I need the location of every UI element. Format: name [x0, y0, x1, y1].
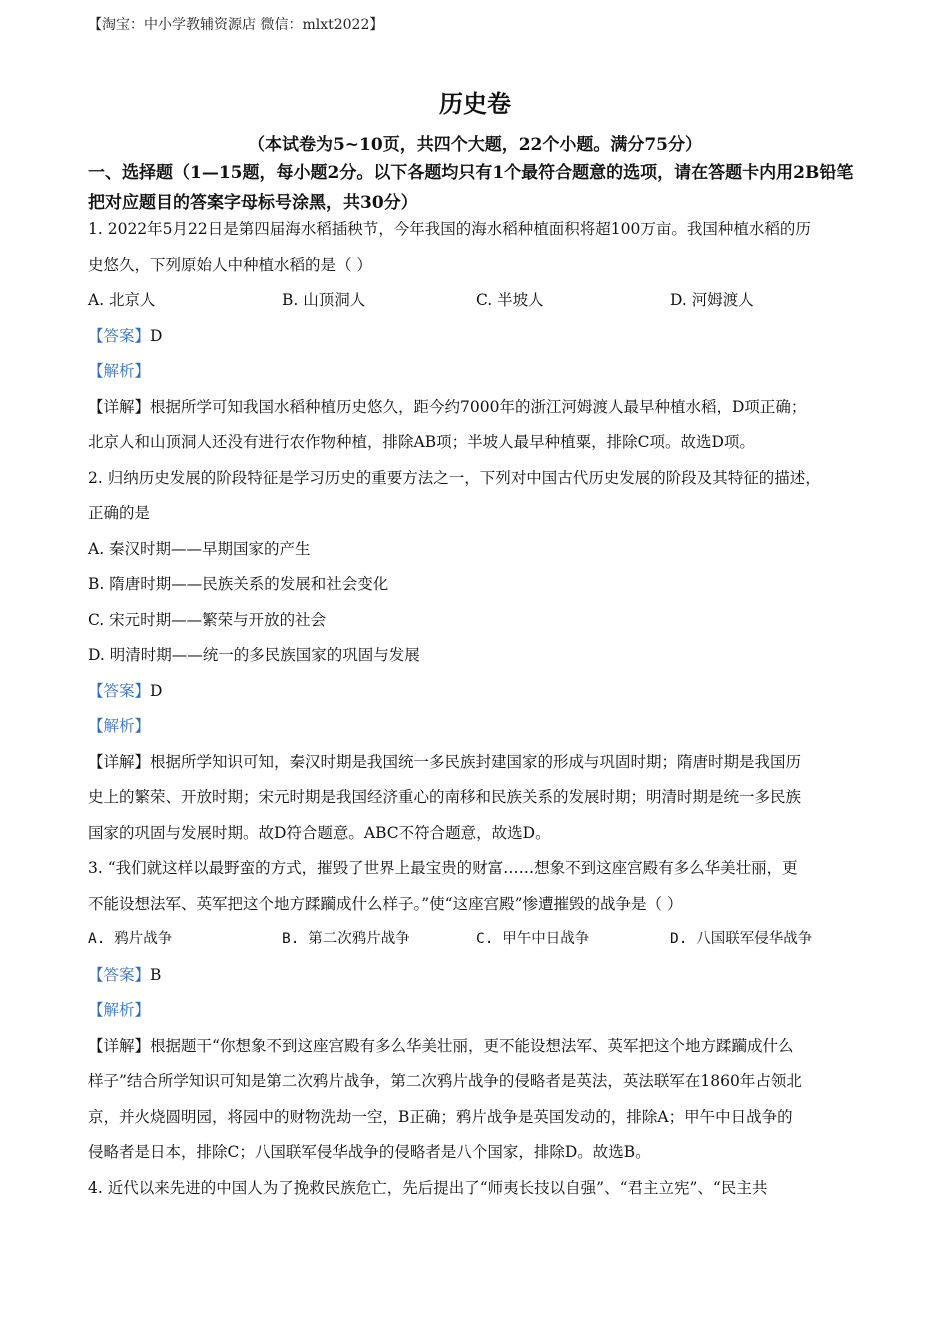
q3-detail-cont: 样子”结合所学知识可知是第二次鸦片战争，第二次鸦片战争的侵略者是英法，英法联军在1860年占领北 — [88, 1072, 802, 1090]
exam-title: 历史卷 — [439, 89, 511, 118]
q1-option-d: D. 河姆渡人 — [670, 291, 754, 309]
q1-options — [88, 283, 873, 319]
q3-option-c: C. 甲午中日战争 — [476, 931, 590, 947]
q2-detail-cont2: 国家的巩固与发展时期。故D符合题意。ABC不符合题意，故选D。 — [88, 823, 551, 842]
q2-option-a: A. 秦汉时期——早期国家的产生 — [88, 539, 311, 558]
q2-detail-text: 根据所学知识可知，秦汉时期是我国统一多民族封建国家的形成与巩固时期；隋唐时期是我国历 — [150, 752, 802, 771]
q3-option-d: D. 八国联军侵华战争 — [670, 931, 813, 947]
q1-option-c: C. 半坡人 — [476, 291, 544, 309]
detail-label: 【详解】 — [88, 752, 151, 771]
q1-option-b: B. 山顶洞人 — [282, 291, 366, 309]
q1-analysis-label: 【解析】 — [88, 362, 151, 380]
answer-label: 【答案】 — [88, 965, 151, 984]
q3-detail-cont2: 京，并火烧圆明园，将园中的财物洗劫一空，B正确；鸦片战争是英国发动的，排除A；甲午中日战争的 — [88, 1107, 793, 1126]
q2-detail-cont: 史上的繁荣、开放时期；宋元时期是我国经济重心的南移和民族关系的发展时期；明清时期是统一多民族 — [88, 788, 802, 806]
q1-stem: 1. 2022年5月22日是第四届海水稻插秧节，今年我国的海水稻种植面积将超100万亩。我国种植水稻的历 — [88, 220, 811, 238]
q1-answer — [88, 319, 873, 355]
q2-option-b: B. 隋唐时期——民族关系的发展和社会变化 — [88, 575, 389, 593]
q1-detail-text: 根据所学可知我国水稻种植历史悠久，距今约7000年的浙江河姆渡人最早种植水稻，D项正确； — [150, 397, 807, 416]
q3-answer — [88, 958, 873, 994]
answer-label: 【答案】 — [88, 326, 151, 345]
q3-stem: 3. “我们就这样以最野蛮的方式，摧毁了世界上最宝贵的财富……想象不到这座宫殿有多么华美壮丽，更 — [88, 859, 798, 877]
q3-detail-cont3: 侵略者是日本，排除C；八国联军侵华战争的侵略者是八个国家，排除D。故选B。 — [88, 1143, 651, 1161]
q1-stem-cont: 史悠久，下列原始人中种植水稻的是（ ） — [88, 255, 372, 274]
q2-option-d: D. 明清时期——统一的多民族国家的巩固与发展 — [88, 646, 420, 664]
q2-analysis-label: 【解析】 — [88, 717, 151, 735]
detail-label: 【详解】 — [88, 397, 151, 416]
q2-answer-value: D — [150, 681, 163, 700]
q1-option-a: A. 北京人 — [88, 291, 156, 309]
q3-option-b: B. 第二次鸦片战争 — [282, 931, 410, 947]
question-list — [88, 212, 873, 1206]
q3-analysis-label: 【解析】 — [88, 1001, 151, 1019]
shop-header: 【淘宝：中小学教辅资源店 微信：mlxt2022】 — [88, 17, 384, 33]
q2-option-c: C. 宋元时期——繁荣与开放的社会 — [88, 610, 327, 629]
q3-detail — [88, 1029, 873, 1065]
q3-answer-value: B — [150, 965, 162, 984]
detail-label: 【详解】 — [88, 1036, 151, 1055]
q3-option-a: A. 鸦片战争 — [88, 931, 173, 947]
q1-detail-cont: 北京人和山顶洞人还没有进行农作物种植，排除AB项；半坡人最早种植粟，排除C项。故选D项。 — [88, 433, 755, 451]
section-heading: 一、选择题（1—15题，每小题2分。以下各题均只有1个最符合题意的选项，请在答题卡内用2B铅笔把对应题目的答案字母标号涂黑，共30分） — [88, 163, 854, 213]
q3-detail-text: 根据题干“你想象不到这座宫殿有多么华美壮丽，更不能设想法军、英军把这个地方蹂躏成什么 — [150, 1036, 794, 1055]
q2-answer — [88, 674, 873, 710]
q4-stem: 4. 近代以来先进的中国人为了挽救民族危亡，先后提出了“师夷长技以自强”、“君主立宪”、“民主共 — [88, 1178, 768, 1197]
exam-subtitle: （本试卷为5~10页，共四个大题，22个小题。满分75分） — [247, 135, 703, 155]
q1-detail — [88, 390, 873, 426]
q2-stem: 2. 归纳历史发展的阶段特征是学习历史的重要方法之一，下列对中国古代历史发展的阶段及其特征的描述， — [88, 468, 821, 487]
q3-options — [88, 922, 873, 958]
answer-label: 【答案】 — [88, 681, 151, 700]
q1-answer-value: D — [150, 326, 163, 345]
q2-detail — [88, 745, 873, 781]
q2-stem-cont: 正确的是 — [88, 504, 151, 522]
q3-stem-cont: 不能设想法军、英军把这个地方蹂躏成什么样子。”使“这座宫殿”惨遭摧毁的战争是（ ） — [88, 894, 683, 913]
